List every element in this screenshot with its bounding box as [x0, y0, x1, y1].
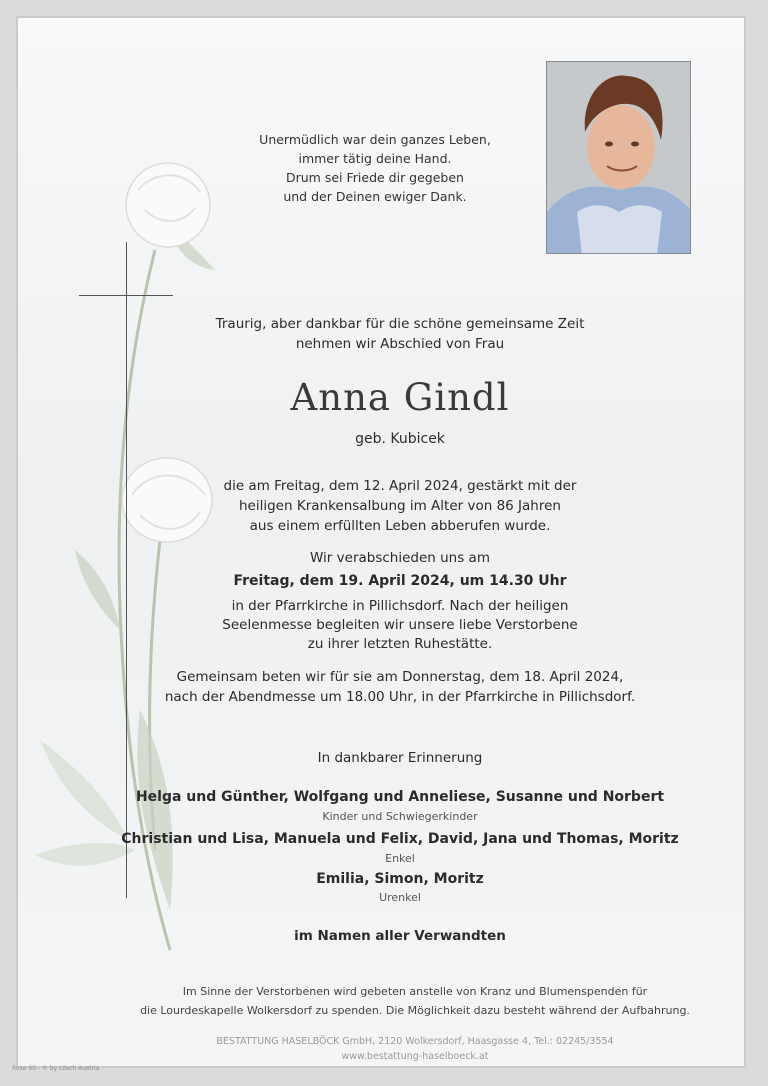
note-line: Im Sinne der Verstorbenen wird gebeten anstelle von Kranz und Blumenspenden für	[182, 985, 648, 998]
prayer-line: nach der Abendmesse um 18.00 Uhr, in der Pfarrkirche in Pillichsdorf.	[164, 689, 636, 705]
memorial-poem	[215, 130, 535, 206]
funeral-line: in der Pfarrkirche in Pillichsdorf. Nach der heiligen	[231, 598, 569, 614]
intro-text	[150, 314, 650, 354]
deceased-name: Anna Gindl	[290, 376, 510, 419]
gratitude-intro: In dankbarer Erinnerung	[317, 750, 483, 766]
donation-note	[110, 982, 720, 1020]
portrait-photo	[546, 61, 691, 254]
note-line: die Lourdeskapelle Wolkersdorf zu spenden. Die Möglichkeit dazu besteht während der Aufbahrung.	[140, 1004, 690, 1017]
death-line: heiligen Krankensalbung im Alter von 86 Jahren	[239, 498, 561, 514]
funeral-datetime: Freitag, dem 19. April 2024, um 14.30 Uhr	[233, 573, 567, 589]
death-line: aus einem erfüllten Leben abberufen wurde.	[249, 518, 551, 534]
mourner-group-relation: Urenkel	[379, 891, 421, 904]
funeral-line: Seelenmesse begleiten wir unsere liebe Verstorbene	[222, 617, 578, 633]
cross-horizontal	[79, 295, 173, 296]
closing-line: im Namen aller Verwandten	[294, 928, 506, 944]
poem-line: Unermüdlich war dein ganzes Leben,	[259, 132, 491, 147]
funeral-home-info	[110, 1034, 720, 1064]
prayer-notice	[130, 667, 670, 707]
funeral-home-website: www.bestattung-haselboeck.at	[341, 1051, 489, 1062]
portrait-illustration	[547, 62, 691, 254]
maiden-name: geb. Kubicek	[355, 431, 445, 447]
mourner-group-names: Helga und Günther, Wolfgang und Anneliese, Susanne und Norbert	[135, 789, 665, 805]
mourner-group-names: Emilia, Simon, Moritz	[316, 871, 484, 887]
intro-line: nehmen wir Abschied von Frau	[295, 336, 505, 352]
poem-line: immer tätig deine Hand.	[298, 151, 452, 166]
prayer-line: Gemeinsam beten wir für sie am Donnerstag, dem 18. April 2024,	[176, 669, 624, 685]
funeral-details	[150, 597, 650, 654]
image-credit: Rose 90 - © by Lösch Austria	[12, 1065, 100, 1072]
mourner-group-relation: Kinder und Schwiegerkinder	[322, 810, 478, 823]
poem-line: Drum sei Friede dir gegeben	[286, 170, 464, 185]
mourner-group-relation: Enkel	[385, 852, 415, 865]
poem-line: und der Deinen ewiger Dank.	[283, 189, 467, 204]
death-line: die am Freitag, dem 12. April 2024, gestärkt mit der	[223, 478, 577, 494]
mourner-group-names: Christian und Lisa, Manuela und Felix, David, Jana und Thomas, Moritz	[121, 831, 679, 847]
intro-line: Traurig, aber dankbar für die schöne gemeinsame Zeit	[215, 316, 585, 332]
funeral-home-address: BESTATTUNG HASELBÖCK GmbH, 2120 Wolkersdorf, Haasgasse 4, Tel.: 02245/3554	[216, 1036, 614, 1047]
funeral-line: zu ihrer letzten Ruhestätte.	[307, 636, 493, 652]
death-notice	[150, 476, 650, 536]
funeral-intro: Wir verabschieden uns am	[310, 550, 490, 566]
